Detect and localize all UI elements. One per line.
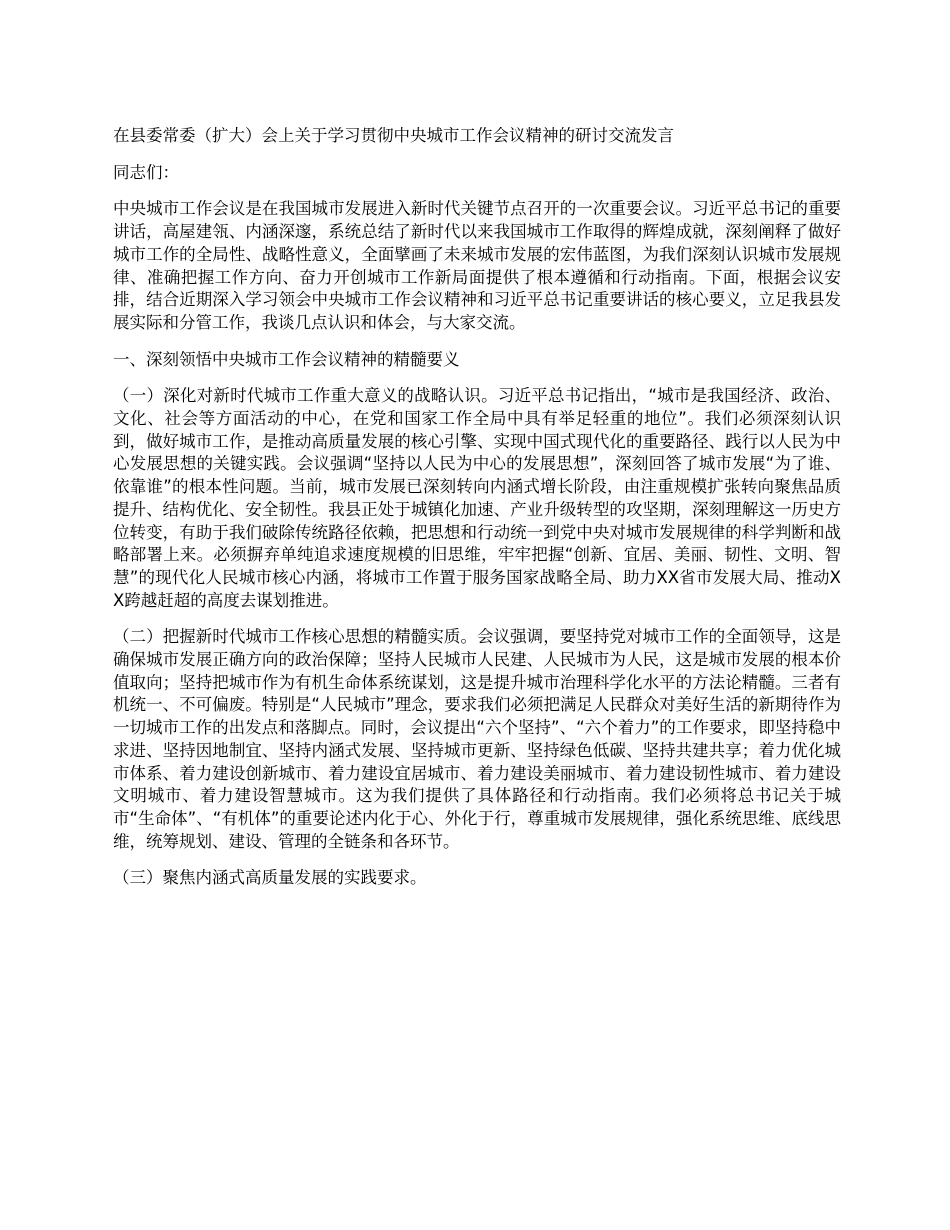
- section-heading-1: 一、深刻领悟中央城市工作会议精神的精髓要义: [113, 349, 460, 369]
- paragraph-subsection-2: （二）把握新时代城市工作核心思想的精髓实质。会议强调，要坚持党对城市工作的全面领导，这是确保城市发展正确方向的政治保障；坚持人民城市人民建、人民城市为人民，这是城市发展的根本价值取向；坚持把城市作为有机生命体系统谋划，这是提升城市治理科学化水平的方法论精髓。三者有机统一、不可偏废。特别是“人民城市”理念，要求我们必须把满足人民群众对美好生活的新期待作为一切城市工作的出发点和落脚点。同时，会议提出“六个坚持”、“六个着力”的工作要求，即坚持稳中求进、坚持因地制宜、坚持内涵式发展、坚持城市更新、坚持绿色低碳、坚持共建共享；着力优化城市体系、着力建设创新城市、着力建设宜居城市、着力建设美丽城市、着力建设韧性城市、着力建设文明城市、着力建设智慧城市。这为我们提供了具体路径和行动指南。我们必须将总书记关于城市“生命体”、“有机体”的重要论述内化于心、外化于行，尊重城市发展规律，强化系统思维、底线思维，统筹规划、建设、管理的全链条和各环节。: [113, 627, 841, 851]
- paragraph-subsection-1: （一）深化对新时代城市工作重大意义的战略认识。习近平总书记指出，“城市是我国经济、政治、文化、社会等方面活动的中心，在党和国家工作全局中具有举足轻重的地位”。我们必须深刻认识到，做好城市工作，是推动高质量发展的核心引擎、实现中国式现代化的重要路径、践行以人民为中心发展思想的关键实践。会议强调“坚持以人民为中心的发展思想”，深刻回答了城市发展“为了谁、依靠谁”的根本性问题。当前，城市发展已深刻转向内涵式增长阶段，由注重规模扩张转向聚焦品质提升、结构优化、安全韧性。我县正处于城镇化加速、产业升级转型的攻坚期，深刻理解这一历史方位转变，有助于我们破除传统路径依赖，把思想和行动统一到党中央对城市发展规律的科学判断和战略部署上来。必须摒弃单纯追求速度规模的旧思维，牢牢把握“创新、宜居、美丽、韧性、文明、智慧”的现代化人民城市核心内涵，将城市工作置于服务国家战略全局、助力XX省市发展大局、推动XX跨越赶超的高度去谋划推进。: [113, 386, 841, 610]
- paragraph-intro: 中央城市工作会议是在我国城市发展进入新时代关键节点召开的一次重要会议。习近平总书记的重要讲话，高屋建瓴、内涵深邃，系统总结了新时代以来我国城市工作取得的辉煌成就，深刻阐释了做好城市工作的全局性、战略性意义，全面擘画了未来城市发展的宏伟蓝图，为我们深刻认识城市发展规律、准确把握工作方向、奋力开创城市工作新局面提供了根本遵循和行动指南。下面，根据会议安排，结合近期深入学习领会中央城市工作会议精神和习近平总书记重要讲话的核心要义，立足我县发展实际和分管工作，我谈几点认识和体会，与大家交流。: [113, 199, 841, 332]
- paragraph-subsection-3: （三）聚焦内涵式高质量发展的实践要求。: [113, 868, 427, 888]
- document-title: 在县委常委（扩大）会上关于学习贯彻中央城市工作会议精神的研讨交流发言: [113, 126, 674, 145]
- document-page: [113, 125, 841, 904]
- salutation: 同志们：: [113, 162, 179, 182]
